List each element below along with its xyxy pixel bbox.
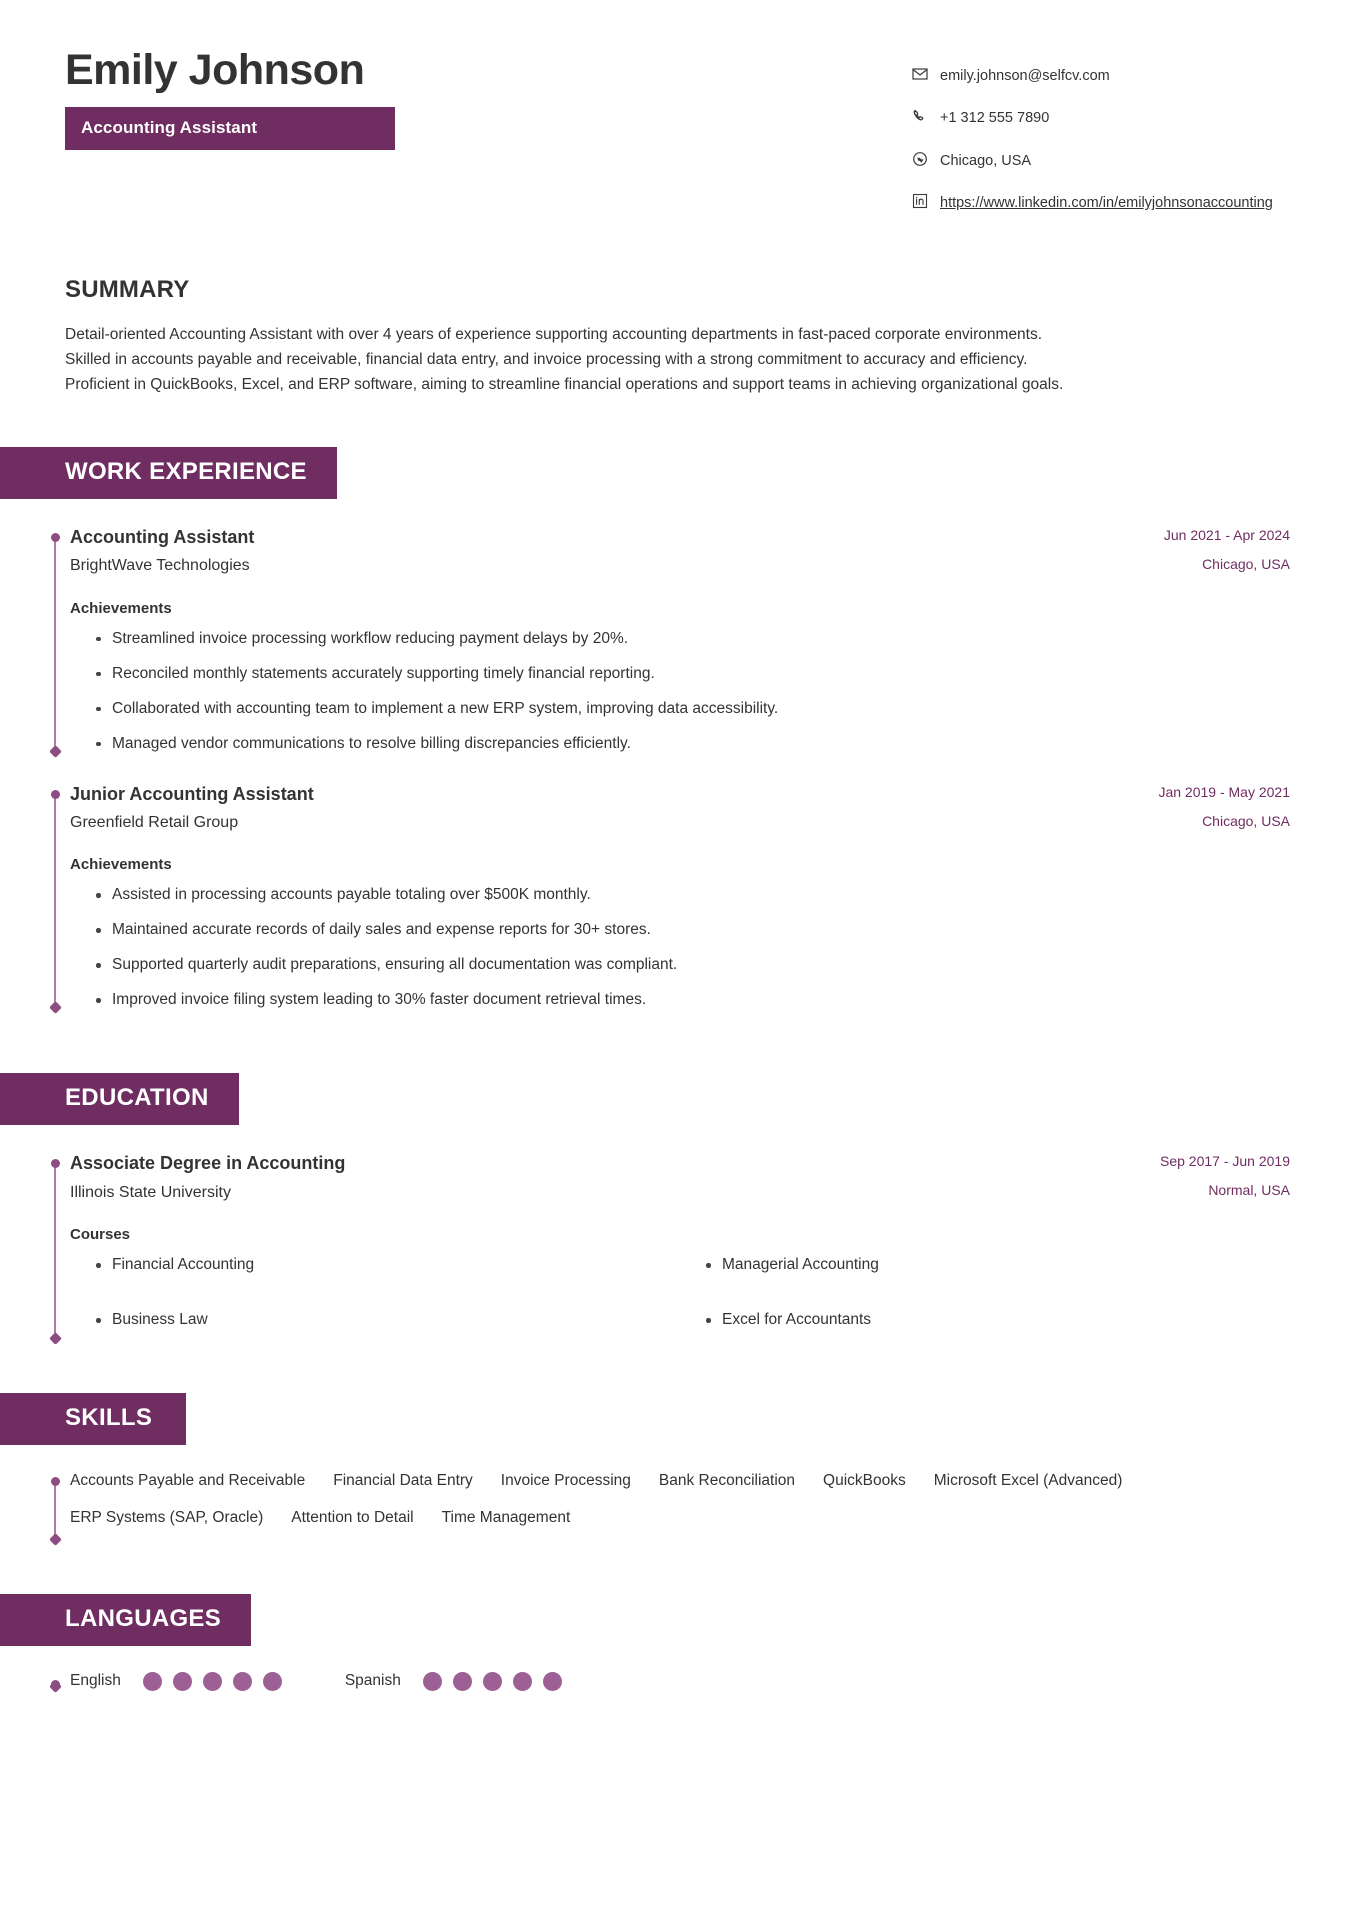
timeline-marker xyxy=(48,1678,62,1691)
rating-dot xyxy=(483,1672,502,1691)
list-item: Collaborated with accounting team to implement a new ERP system, improving data accessibility. xyxy=(70,697,1290,721)
timeline-marker xyxy=(48,1157,62,1343)
language-rating xyxy=(423,1672,573,1691)
work-entry-head xyxy=(70,525,1290,578)
education-degree: Associate Degree in Accounting xyxy=(70,1153,346,1174)
rating-dot xyxy=(173,1672,192,1691)
skill-item: Attention to Detail xyxy=(291,1509,414,1527)
list-item: Streamlined invoice processing workflow reducing payment delays by 20%. xyxy=(70,627,1290,651)
rating-dot xyxy=(263,1672,282,1691)
header-identity xyxy=(65,48,535,150)
work-date-range: Jun 2021 - Apr 2024 xyxy=(1163,526,1290,543)
skills-section-body xyxy=(0,1469,1350,1544)
education-entry-head xyxy=(70,1151,1290,1204)
language-name: English xyxy=(70,1672,121,1690)
language-item xyxy=(70,1672,293,1691)
work-achievements-list xyxy=(70,883,1290,1012)
job-title-badge: Accounting Assistant xyxy=(65,107,395,150)
work-achievements-label: Achievements xyxy=(70,856,172,874)
skill-item: Financial Data Entry xyxy=(333,1472,473,1490)
summary-section xyxy=(0,234,1350,397)
work-location: Chicago, USA xyxy=(1202,812,1290,829)
contact-list xyxy=(910,48,1290,234)
rating-dot xyxy=(203,1672,222,1691)
rating-dot xyxy=(233,1672,252,1691)
timeline-marker xyxy=(48,1475,62,1544)
skill-item: Bank Reconciliation xyxy=(658,1472,796,1490)
contact-phone-text: +1 312 555 7890 xyxy=(940,110,1050,127)
education-banner-wrap xyxy=(0,1023,1350,1125)
work-date-range: Jan 2019 - May 2021 xyxy=(1158,783,1290,800)
work-location: Chicago, USA xyxy=(1202,555,1290,572)
contact-item-phone[interactable] xyxy=(910,106,1290,131)
education-section-heading: EDUCATION xyxy=(0,1073,239,1125)
skills-banner-wrap xyxy=(0,1343,1350,1445)
languages-entry xyxy=(48,1672,1290,1691)
work-section-heading: WORK EXPERIENCE xyxy=(0,447,337,499)
work-entry xyxy=(48,525,1290,756)
work-job-title: Accounting Assistant xyxy=(70,526,255,547)
phone-icon xyxy=(910,106,930,124)
work-entry xyxy=(48,782,1290,1013)
list-item: Managed vendor communications to resolve billing discrepancies efficiently. xyxy=(70,732,1290,756)
list-item: Business Law xyxy=(70,1308,680,1332)
languages-banner-wrap xyxy=(0,1544,1350,1646)
list-item: Reconciled monthly statements accurately supporting timely financial reporting. xyxy=(70,662,1290,686)
work-achievements-label: Achievements xyxy=(70,599,172,617)
summary-heading: SUMMARY xyxy=(65,275,190,303)
timeline-marker xyxy=(48,531,62,756)
skill-item: Microsoft Excel (Advanced) xyxy=(933,1472,1123,1490)
skill-item: Time Management xyxy=(441,1509,571,1527)
skills-section-heading: SKILLS xyxy=(0,1393,186,1445)
rating-dot xyxy=(453,1672,472,1691)
contact-email-text: emily.johnson@selfcv.com xyxy=(940,68,1110,84)
list-item: Assisted in processing accounts payable totaling over $500K monthly. xyxy=(70,883,1290,907)
list-item: Excel for Accountants xyxy=(680,1308,1290,1332)
linkedin-icon xyxy=(910,191,930,209)
education-date-range: Sep 2017 - Jun 2019 xyxy=(1160,1153,1290,1170)
work-banner-wrap xyxy=(0,397,1350,499)
list-item: Financial Accounting xyxy=(70,1253,680,1277)
contact-linkedin-text[interactable]: https://www.linkedin.com/in/emilyjohnsonaccounting xyxy=(940,195,1273,212)
language-name: Spanish xyxy=(344,1672,401,1690)
language-rating xyxy=(143,1672,293,1691)
resume-header xyxy=(0,0,1350,234)
work-organization: BrightWave Technologies xyxy=(70,557,250,575)
summary-text: Detail-oriented Accounting Assistant with over 4 years of experience supporting accounting departments in fast-paced corporate environments. Skilled in accounts payable and receivable, financial data entry, and invoice processing with a strong commitment to accuracy and efficiency. Proficient in QuickBooks, Excel, and ERP software, aiming to streamline financial operations and support teams in achieving organizational goals. xyxy=(65,325,1064,393)
contact-item-linkedin[interactable] xyxy=(910,191,1290,216)
language-item xyxy=(345,1672,573,1691)
list-item: Improved invoice filing system leading to 30% faster document retrieval times. xyxy=(70,988,1290,1012)
education-courses-list xyxy=(70,1253,1290,1343)
page-title: Emily Johnson xyxy=(65,46,365,94)
list-item: Managerial Accounting xyxy=(680,1253,1290,1277)
rating-dot xyxy=(543,1672,562,1691)
list-item: Maintained accurate records of daily sales and expense reports for 30+ stores. xyxy=(70,918,1290,942)
location-icon xyxy=(910,149,930,167)
work-job-title: Junior Accounting Assistant xyxy=(70,783,314,804)
rating-dot xyxy=(513,1672,532,1691)
education-entry xyxy=(48,1151,1290,1343)
skill-item: Invoice Processing xyxy=(500,1472,631,1490)
work-section-body xyxy=(0,525,1350,1013)
skill-item: Accounts Payable and Receivable xyxy=(70,1472,306,1490)
education-institution: Illinois State University xyxy=(70,1183,231,1201)
work-entry-head xyxy=(70,782,1290,835)
education-courses-label: Courses xyxy=(70,1226,131,1244)
education-section-body xyxy=(0,1151,1350,1343)
contact-item-email[interactable] xyxy=(910,64,1290,89)
skills-entry xyxy=(48,1469,1290,1544)
skill-item: ERP Systems (SAP, Oracle) xyxy=(70,1509,264,1527)
rating-dot xyxy=(423,1672,442,1691)
skill-item: QuickBooks xyxy=(823,1472,906,1490)
work-achievements-list xyxy=(70,627,1290,756)
education-location: Normal, USA xyxy=(1208,1182,1290,1199)
list-item: Supported quarterly audit preparations, ensuring all documentation was compliant. xyxy=(70,953,1290,977)
languages-list xyxy=(70,1672,1290,1691)
contact-item-location xyxy=(910,149,1290,174)
timeline-marker xyxy=(48,788,62,1013)
languages-section-body xyxy=(0,1672,1350,1691)
languages-section-heading: LANGUAGES xyxy=(0,1594,251,1646)
skills-list xyxy=(70,1469,1290,1544)
contact-location-text: Chicago, USA xyxy=(940,152,1032,169)
email-icon xyxy=(910,64,930,82)
rating-dot xyxy=(143,1672,162,1691)
work-organization: Greenfield Retail Group xyxy=(70,813,239,831)
